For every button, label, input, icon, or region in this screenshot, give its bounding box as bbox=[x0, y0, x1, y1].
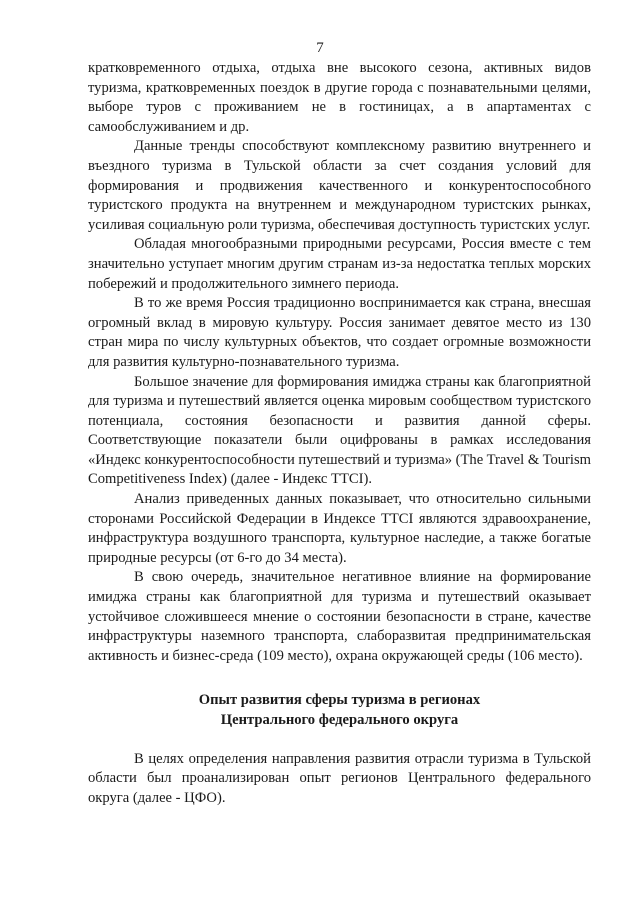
section-title bbox=[88, 691, 591, 730]
paragraph: Обладая многообразными природными ресурсами, Россия вместе с тем значительно уступает многим другим странам из-за недостатка теплых морских побережий и продолжительного зимнего периода. bbox=[88, 236, 591, 292]
paragraph: кратковременного отдыха, отдыха вне высокого сезона, активных видов туризма, кратковременных поездок в другие города с познавательными целями, выборе туров с проживанием не в гостиницах, а в апартаментах с самообслуживанием и др. bbox=[88, 60, 591, 135]
paragraph: В свою очередь, значительное негативное влияние на формирование имиджа страны как благоприятной для туризма и путешествий оказывает устойчивое сложившееся мнение о состоянии безопасности в стране, качестве инфраструктуры наземного транспорта, слаборазвитая предпринимательская активность и бизнес-среда (109 место), охрана окружающей среды (106 место). bbox=[88, 569, 591, 664]
paragraph: Анализ приведенных данных показывает, что относительно сильными сторонами Российской Федерации в Индексе TTCI являются здравоохранение, инфраструктура воздушного транспорта, культурное наследие, а также богатые природные ресурсы (от 6-го до 34 места). bbox=[88, 491, 591, 566]
section-title-line: Центрального федерального округа bbox=[220, 712, 459, 728]
paragraph: В то же время Россия традиционно воспринимается как страна, внесшая огромный вклад в мировую культуру. Россия занимает девятое место из 130 стран мира по числу культурных объектов, что создает огромные возможности для развития культурно-познавательного туризма. bbox=[88, 295, 591, 370]
section-title-line: Опыт развития сферы туризма в регионах bbox=[198, 692, 481, 709]
paragraph: Данные тренды способствуют комплексному развитию внутреннего и въездного туризма в Тульской области за счет создания условий для формирования и продвижения качественного и конкурентоспособного туристского продукта на внутреннем и международном туристских рынках, усиливая социальную роли туризма, обеспечивая доступность туристских услуг. bbox=[88, 138, 591, 233]
document-body bbox=[88, 59, 591, 808]
page-number: 7 bbox=[316, 40, 324, 56]
paragraph: Большое значение для формирования имиджа страны как благоприятной для туризма и путешествий является оценка мировым сообществом туристского потенциала, состояния безопасности и развития данной сферы. Соответствующие показатели были оцифрованы в рамках исследования «Индекс конкурентоспособности путешествий и туризма» (The Travel & Tourism Competitiveness Index) (далее - Индекс TTCI). bbox=[88, 373, 591, 488]
paragraph: В целях определения направления развития отрасли туризма в Тульской области был проанализирован опыт регионов Центрального федерального округа (далее - ЦФО). bbox=[88, 750, 591, 806]
